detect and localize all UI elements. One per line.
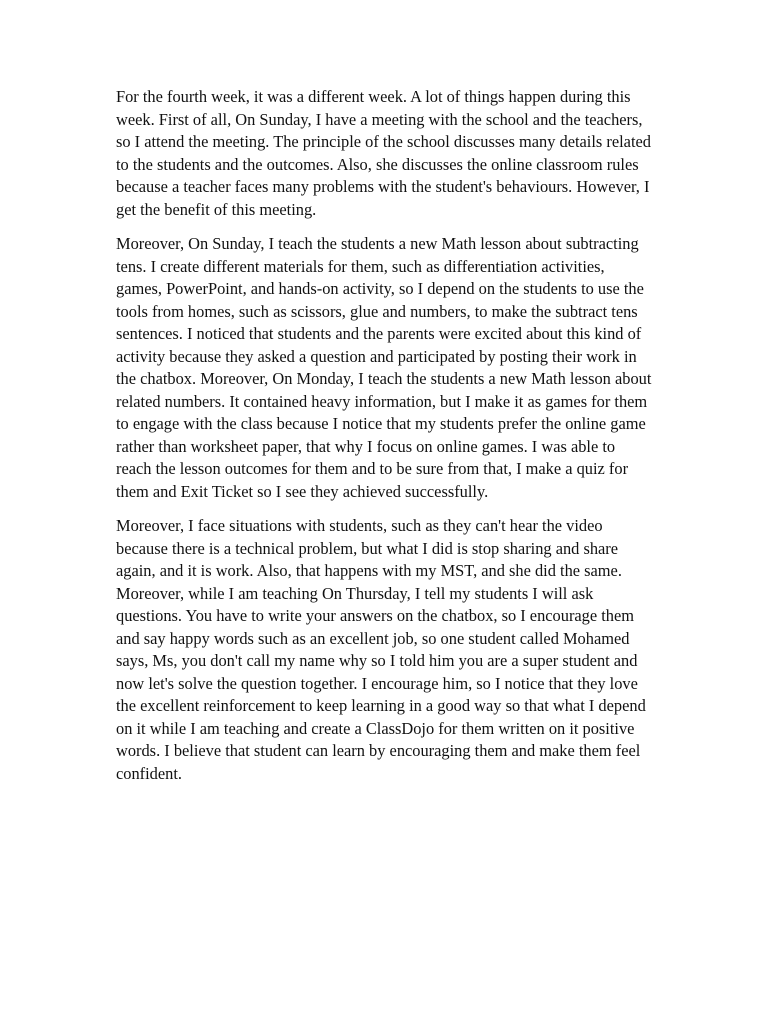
- paragraph-student-situations: Moreover, I face situations with students, such as they can't hear the video because there is a technical problem, but what I did is stop sharing and share again, and it is work. Also, that happens with my MST, and she did the same. Moreover, while I am teaching On Thursday, I tell my students I will ask questions. You have to write your answers on the chatbox, so I encourage them and say happy words such as an excellent job, so one student called Mohamed says, Ms, you don't call my name why so I told him you are a super student and now let's solve the question together. I encourage him, so I notice that they love the excellent reinforcement to keep learning in a good way so that what I depend on it while I am teaching and create a ClassDojo for them written on it positive words. I believe that student can learn by encouraging them and make them feel confident.: [116, 516, 646, 783]
- paragraph-math-lessons: Moreover, On Sunday, I teach the students a new Math lesson about subtracting tens. I create different materials for them, such as differentiation activities, games, PowerPoint, and hands-on activity, so I depend on the students to use the tools from homes, such as scissors, glue and numbers, to make the subtract tens sentences. I noticed that students and the parents were excited about this kind of activity because they asked a question and participated by posting their work in the chatbox. Moreover, On Monday, I teach the students a new Math lesson about related numbers. It contained heavy information, but I make it as games for them to engage with the class because I notice that my students prefer the online game rather than worksheet paper, that why I focus on online games. I was able to reach the lesson outcomes for them and to be sure from that, I make a quiz for them and Exit Ticket so I see they achieved successfully.: [116, 234, 652, 501]
- document-body: [116, 86, 652, 797]
- paragraph-week-four-meeting: For the fourth week, it was a different week. A lot of things happen during this week. First of all, On Sunday, I have a meeting with the school and the teachers, so I attend the meeting. The principle of the school discusses many details related to the students and the outcomes. Also, she discusses the online classroom rules because a teacher faces many problems with the student's behaviours. However, I get the benefit of this meeting.: [116, 87, 651, 219]
